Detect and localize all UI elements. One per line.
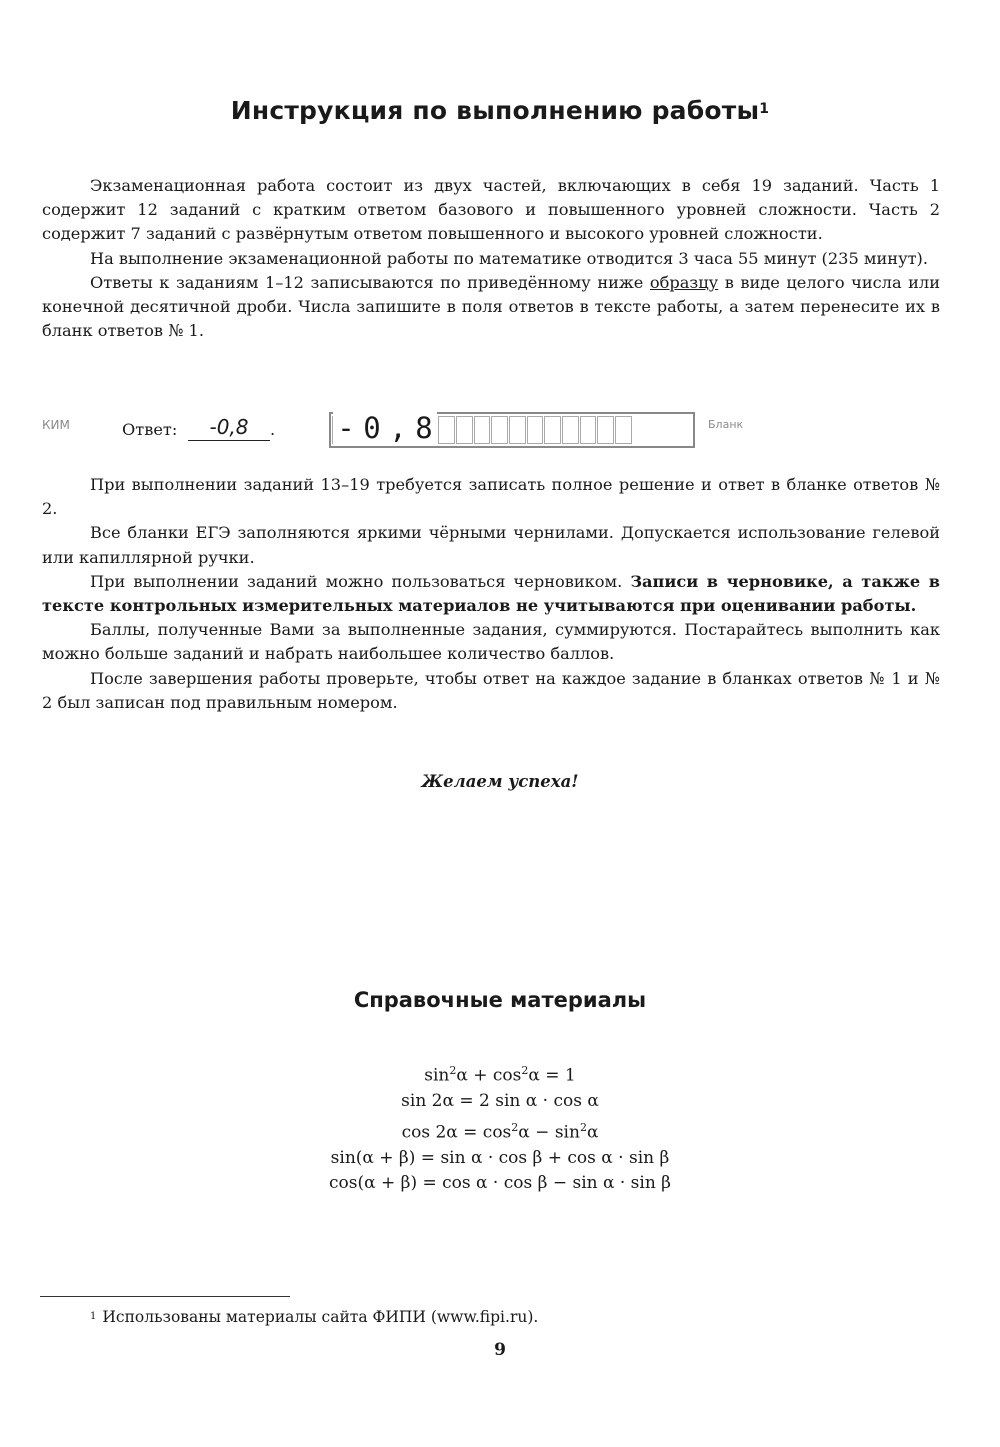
- blank-label: Бланк: [708, 418, 744, 431]
- blank-cell: [438, 416, 455, 444]
- blank-char: 8: [415, 411, 433, 445]
- blank-cell: [580, 416, 597, 444]
- blank-cell: [597, 416, 614, 444]
- blank-cell: [456, 416, 473, 444]
- rules-paragraph-2: Все бланки ЕГЭ заполняются яркими чёрными чернилами. Допускается использование гелевой или капиллярной ручки.: [42, 523, 940, 567]
- blank-char: 0: [363, 411, 381, 445]
- answer-example: [0, 410, 1000, 454]
- formula-sin-sum: sin(α + β) = sin α · cos β + cos α · sin β: [330, 1147, 670, 1168]
- blank-cell: [491, 416, 508, 444]
- rules-paragraph-3: [42, 570, 940, 618]
- rules-p3-normal: При выполнении заданий можно пользоваться черновиком.: [90, 571, 631, 591]
- footnote: [90, 1308, 538, 1326]
- blank-cell: [474, 416, 491, 444]
- rules-p3-bold: Записи в черновике, а также в тексте контрольных измерительных материалов не учитываются при оценивании работы.: [42, 571, 940, 616]
- rules-paragraph-1: При выполнении заданий 13–19 требуется записать полное решение и ответ в бланке ответов № 2.: [42, 475, 940, 519]
- answers-paragraph: [42, 271, 940, 344]
- formula-sin-double: sin 2α = 2 sin α · cos α: [401, 1091, 599, 1112]
- page-number: 9: [494, 1340, 506, 1360]
- reference-title: Справочные материалы: [353, 988, 647, 1012]
- blank-cell: [509, 416, 526, 444]
- answers-text-after: в виде целого числа или конечной десятичной дроби. Числа запишите в поля ответов в тексте работы, а затем перенесите их в бланк ответов № 1.: [42, 272, 941, 341]
- reference-formulas: [0, 1058, 1000, 1197]
- rules-section: [42, 473, 940, 715]
- formula-cos-double: $\cos 2\alpha = \cos^2\alpha - \sin^2\alpha$: [401, 1120, 599, 1143]
- answer-end: .: [270, 420, 276, 439]
- intro-section: [42, 174, 940, 343]
- blank-cell: [527, 416, 544, 444]
- formula-cos-sum: cos(α + β) = cos α · cos β − sin α · sin β: [328, 1173, 672, 1194]
- formula-identity: $\sin^2\alpha + \cos^2\alpha = 1$: [424, 1064, 576, 1086]
- blank-char: -: [337, 411, 355, 445]
- answer-value: -0,8: [188, 414, 270, 441]
- page-title: [0, 96, 1000, 125]
- answer-blank-chars: [333, 410, 437, 446]
- title-footnote-mark: 1: [759, 101, 770, 117]
- rules-paragraph-5: После завершения работы проверьте, чтобы ответ на каждое задание в бланках ответов № 1 и № 2 был записан под правильным номером.: [42, 668, 940, 712]
- sample-link[interactable]: образцу: [649, 272, 719, 292]
- blank-char: ,: [389, 411, 407, 445]
- answer-label: Ответ:: [122, 420, 178, 439]
- kim-label: КИМ: [42, 418, 70, 432]
- rules-paragraph-4: Баллы, полученные Вами за выполненные задания, суммируются. Постарайтесь выполнить как можно больше заданий и набрать наибольшее количество баллов.: [42, 620, 940, 664]
- intro-paragraph-2: На выполнение экзаменационной работы по математике отводится 3 часа 55 минут (235 минут).: [90, 248, 929, 268]
- footnote-mark: 1: [90, 1311, 97, 1322]
- intro-paragraph-1: Экзаменационная работа состоит из двух частей, включающих в себя 19 заданий. Часть 1 содержит 12 заданий с кратким ответом базового и повышенного уровней сложности. Часть 2 содержит 7 заданий с развёрнутым ответом повышенного и высокого уровней сложности.: [42, 176, 940, 244]
- answers-text-before: Ответы к заданиям 1–12 записываются по приведённому ниже: [90, 272, 650, 292]
- footnote-divider: [40, 1296, 290, 1297]
- page-title-text: Инструкция по выполнению работы: [230, 96, 760, 125]
- footnote-text: Использованы материалы сайта ФИПИ (www.fipi.ru).: [102, 1308, 539, 1326]
- blank-cell: [544, 416, 561, 444]
- blank-cell: [562, 416, 579, 444]
- blank-cell: [615, 416, 632, 444]
- good-luck-text: Желаем успеха!: [421, 772, 579, 791]
